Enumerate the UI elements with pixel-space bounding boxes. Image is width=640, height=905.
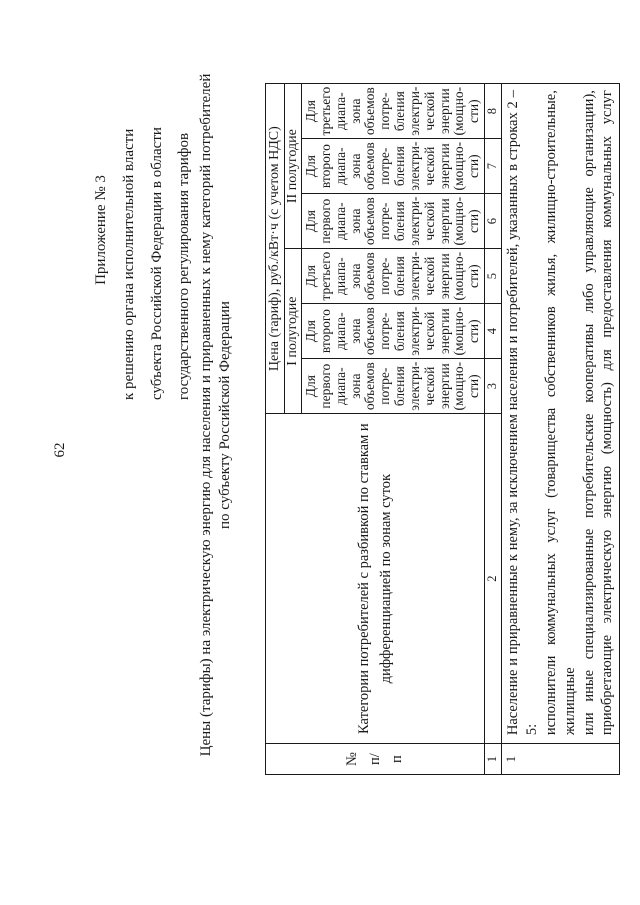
column-number: 5 — [485, 249, 502, 304]
row-number: 1 — [502, 744, 620, 775]
row-text-line: Население и приравненные к нему, за исключением населения и потребителей, указанных в строках 2 – 5: — [505, 90, 540, 736]
zone-header: Для третьего диапа-зона объемов потре-бления электри-ческой энергии (мощно-сти) — [302, 249, 485, 304]
zone-header: Для второго диапа-зона объемов потре-бления электри-ческой энергии (мощно-сти) — [302, 139, 485, 194]
document-title — [197, 55, 235, 775]
column-number: 7 — [485, 139, 502, 194]
zone-header: Для второго диапа-зона объемов потре-бления электри-ческой энергии (мощно-сти) — [302, 304, 485, 359]
header-row — [266, 84, 285, 775]
column-number: 3 — [485, 359, 502, 414]
row-text-line: приобретающие электрическую энергию (мощность) для предоставления коммунальных услуг — [599, 90, 616, 736]
zone-header: Для третьего диапа-зона объемов потре-бления электри-ческой энергии (мощно-сти) — [302, 84, 485, 139]
header-row-number: № п/п — [266, 744, 485, 775]
appendix-line: субъекта Российской Федерации в области — [148, 127, 165, 400]
zone-header: Для первого диапа-зона объемов потре-бления электри-ческой энергии (мощно-сти) — [302, 359, 485, 414]
column-number: 8 — [485, 84, 502, 139]
row-description — [502, 84, 620, 744]
row-text-line: или иные специализированные потребительские кооперативы либо управляющие организации), — [580, 90, 597, 736]
document-title-line: по субъекту Российской Федерации — [216, 301, 233, 529]
tariff-table — [265, 83, 620, 775]
appendix-title: Приложение № 3 — [93, 175, 109, 285]
appendix-block — [88, 20, 199, 400]
column-number: 1 — [485, 744, 502, 775]
appendix-line: к решению органа исполнительной власти — [120, 128, 137, 400]
header-half-1: I полугодие — [285, 249, 302, 414]
document-title-line: Цены (тарифы) на электрическую энергию для населения и приравненных к нему категорий потребителей — [198, 73, 214, 757]
appendix-line: государственного регулирования тарифов — [176, 132, 193, 400]
header-price: Цена (тариф), руб./кВт·ч (с учетом НДС) — [266, 84, 285, 414]
row-text-line: исполнители коммунальных услуг (товарищества собственников жилья, жилищно-строительные, жилищные — [542, 90, 578, 736]
table-row — [502, 84, 620, 775]
column-number-row — [485, 84, 502, 775]
zone-header: Для первого диапа-зона объемов потре-бления электри-ческой энергии (мощно-сти) — [302, 194, 485, 249]
column-number: 2 — [485, 414, 502, 744]
page-number: 62 — [52, 442, 68, 458]
header-half-2: II полугодие — [285, 84, 302, 249]
column-number: 4 — [485, 304, 502, 359]
header-category: Категории потребителей с разбивкой по ставкам и дифференциацией по зонам суток — [266, 414, 485, 744]
column-number: 6 — [485, 194, 502, 249]
